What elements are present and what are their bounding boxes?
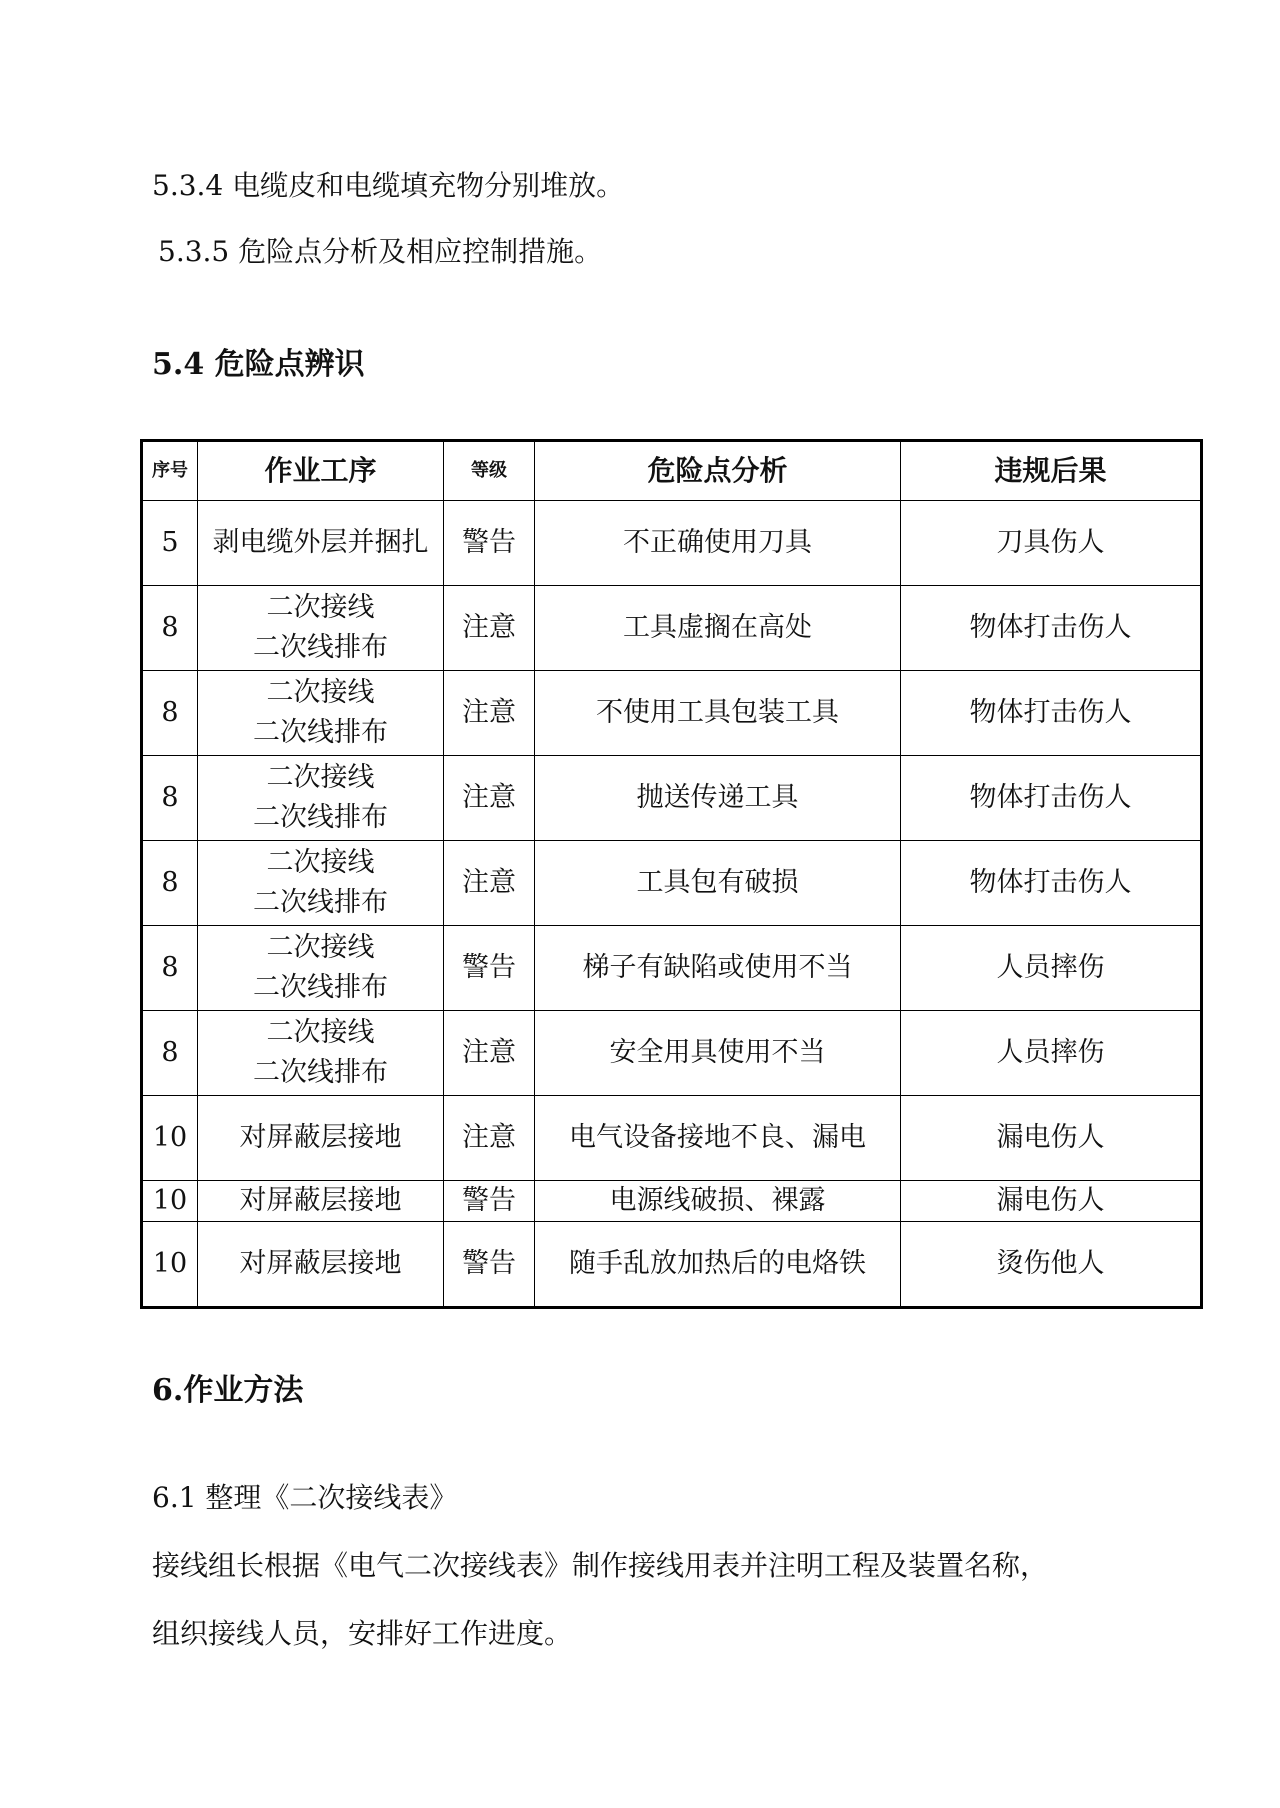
table-row <box>142 1222 1202 1308</box>
cell-no: 8 <box>142 671 198 756</box>
section-6-title: 6.作业方法 <box>152 1373 304 1408</box>
cell-no: 10 <box>142 1222 198 1308</box>
header-level: 等级 <box>444 441 535 501</box>
cell-no: 8 <box>142 926 198 1011</box>
item-5-3-5: 5.3.5 危险点分析及相应控制措施。 <box>158 235 603 268</box>
cell-analysis: 工具虚搁在高处 <box>535 586 901 671</box>
cell-no: 8 <box>142 586 198 671</box>
section-5-4-title: 5.4 危险点辨识 <box>152 347 365 382</box>
cell-analysis: 工具包有破损 <box>535 841 901 926</box>
cell-analysis: 电源线破损、裸露 <box>535 1181 901 1222</box>
cell-level: 注意 <box>444 586 535 671</box>
cell-level: 警告 <box>444 1181 535 1222</box>
cell-level: 注意 <box>444 756 535 841</box>
cell-process: 二次接线 二次线排布 <box>198 841 444 926</box>
cell-process: 二次接线 二次线排布 <box>198 756 444 841</box>
cell-consequence: 烫伤他人 <box>901 1222 1202 1308</box>
cell-no: 10 <box>142 1181 198 1222</box>
hazard-table <box>140 439 1203 1309</box>
cell-no: 8 <box>142 841 198 926</box>
cell-consequence: 刀具伤人 <box>901 501 1202 586</box>
cell-process: 二次接线 二次线排布 <box>198 1011 444 1096</box>
cell-no: 8 <box>142 1011 198 1096</box>
table-row <box>142 671 1202 756</box>
cell-analysis: 随手乱放加热后的电烙铁 <box>535 1222 901 1308</box>
cell-level: 警告 <box>444 1222 535 1308</box>
table-row <box>142 756 1202 841</box>
cell-level: 警告 <box>444 926 535 1011</box>
cell-level: 注意 <box>444 1096 535 1181</box>
cell-consequence: 物体打击伤人 <box>901 586 1202 671</box>
item-5-3-4: 5.3.4 电缆皮和电缆填充物分别堆放。 <box>152 169 625 202</box>
cell-process: 二次接线 二次线排布 <box>198 926 444 1011</box>
cell-process: 对屏蔽层接地 <box>198 1181 444 1222</box>
section-6-1-title: 6.1 整理《二次接线表》 <box>152 1481 458 1514</box>
cell-consequence: 物体打击伤人 <box>901 756 1202 841</box>
table-row <box>142 1011 1202 1096</box>
cell-level: 注意 <box>444 671 535 756</box>
table-row <box>142 501 1202 586</box>
table-row <box>142 586 1202 671</box>
cell-level: 注意 <box>444 1011 535 1096</box>
header-no: 序号 <box>142 441 198 501</box>
cell-level: 注意 <box>444 841 535 926</box>
cell-analysis: 抛送传递工具 <box>535 756 901 841</box>
header-analysis: 危险点分析 <box>535 441 901 501</box>
cell-no: 10 <box>142 1096 198 1181</box>
cell-consequence: 物体打击伤人 <box>901 671 1202 756</box>
cell-consequence: 人员摔伤 <box>901 926 1202 1011</box>
section-6-1-para-line2: 组织接线人员，安排好工作进度。 <box>152 1617 573 1650</box>
cell-consequence: 人员摔伤 <box>901 1011 1202 1096</box>
cell-process: 剥电缆外层并捆扎 <box>198 501 444 586</box>
section-6-1-para-line1: 接线组长根据《电气二次接线表》制作接线用表并注明工程及装置名称， <box>152 1549 1049 1582</box>
cell-consequence: 漏电伤人 <box>901 1096 1202 1181</box>
cell-no: 8 <box>142 756 198 841</box>
table-row <box>142 1181 1202 1222</box>
table-row <box>142 841 1202 926</box>
cell-level: 警告 <box>444 501 535 586</box>
cell-analysis: 电气设备接地不良、漏电 <box>535 1096 901 1181</box>
header-process: 作业工序 <box>198 441 444 501</box>
cell-analysis: 不正确使用刀具 <box>535 501 901 586</box>
table-row <box>142 926 1202 1011</box>
cell-process: 二次接线 二次线排布 <box>198 586 444 671</box>
cell-no: 5 <box>142 501 198 586</box>
table-row <box>142 1096 1202 1181</box>
table-header-row <box>142 441 1202 501</box>
cell-process: 对屏蔽层接地 <box>198 1222 444 1308</box>
cell-analysis: 安全用具使用不当 <box>535 1011 901 1096</box>
cell-process: 对屏蔽层接地 <box>198 1096 444 1181</box>
cell-consequence: 物体打击伤人 <box>901 841 1202 926</box>
cell-consequence: 漏电伤人 <box>901 1181 1202 1222</box>
cell-analysis: 不使用工具包装工具 <box>535 671 901 756</box>
header-consequence: 违规后果 <box>901 441 1202 501</box>
cell-analysis: 梯子有缺陷或使用不当 <box>535 926 901 1011</box>
cell-process: 二次接线 二次线排布 <box>198 671 444 756</box>
